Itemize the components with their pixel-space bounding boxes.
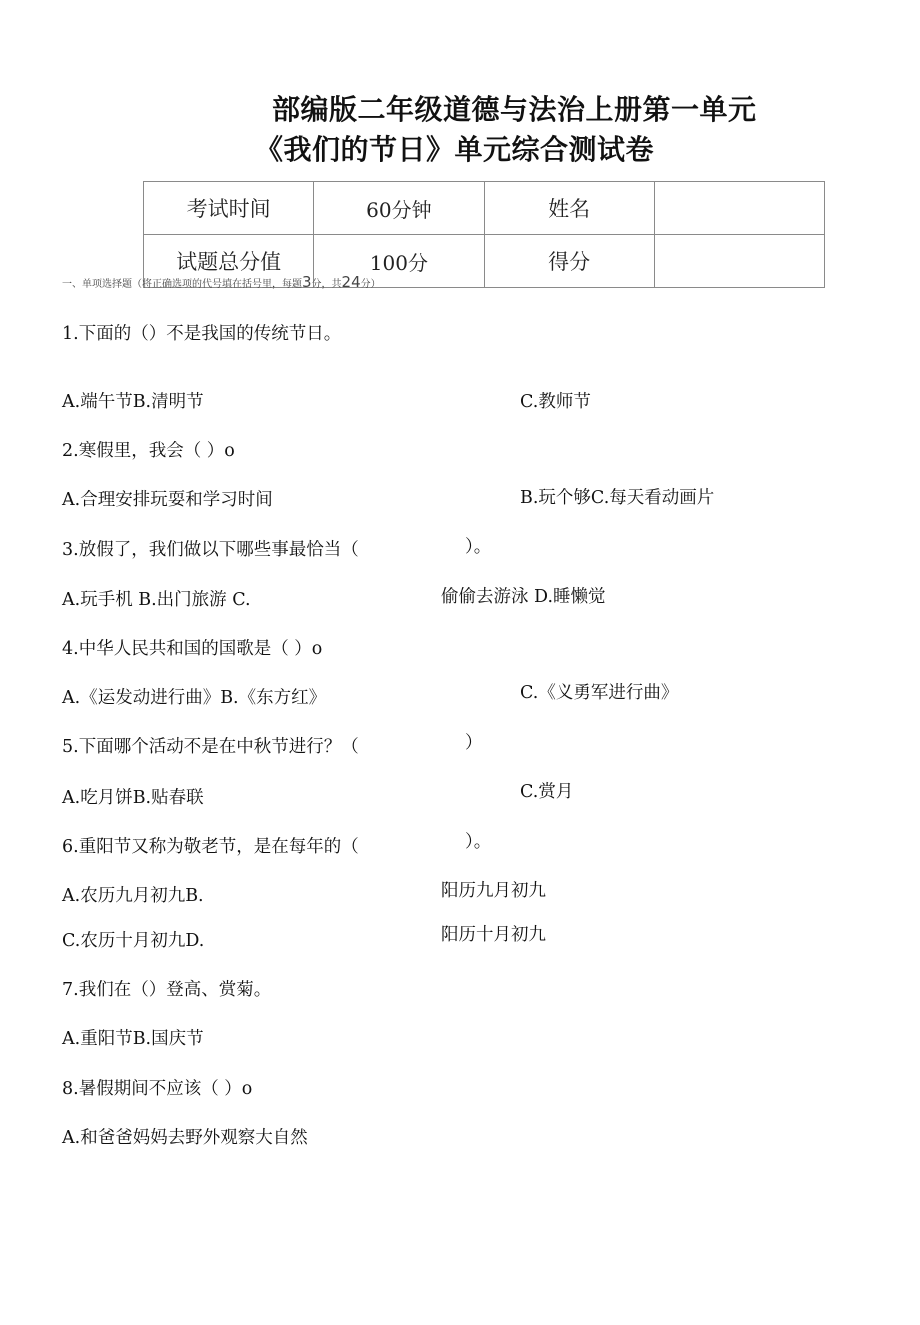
question-7: 7.我们在（）登高、赏菊。 — [62, 980, 272, 1000]
question-1: 1.下面的（）不是我国的传统节日。 — [62, 324, 342, 344]
question-2-options-right: B.玩个够C.每天看动画片 — [520, 488, 715, 508]
question-4-options-left: A.《运发动进行曲》B.《东方红》 — [62, 688, 327, 708]
name-field[interactable] — [654, 182, 824, 235]
section-heading-part-c: 分） — [360, 279, 381, 290]
section-heading-part-a: 一、单项选择题（将正确选项的代号填在括号里，每题 — [62, 279, 302, 290]
name-label: 姓名 — [484, 182, 654, 235]
question-5-options-right: C.赏月 — [520, 782, 574, 802]
question-5: 5.下面哪个活动不是在中秋节进行？（ — [62, 737, 359, 757]
question-8: 8.暑假期间不应该（ ）o — [62, 1079, 253, 1099]
question-1-options-right: C.教师节 — [520, 392, 591, 412]
score-field[interactable] — [654, 235, 824, 288]
question-6-option-c: C.农历十月初九D. — [62, 931, 205, 951]
question-8-option-a: A.和爸爸妈妈去野外观察大自然 — [62, 1128, 308, 1148]
exam-title-line1: 部编版二年级道德与法治上册第一单元 — [272, 93, 757, 126]
question-3: 3.放假了，我们做以下哪些事最恰当（ — [62, 540, 359, 560]
question-1-options-left: A.端午节B.清明节 — [62, 392, 204, 412]
question-3-options-right: 偷偷去游泳 D.睡懒觉 — [441, 587, 606, 607]
total-score-label: 试题总分值 — [144, 235, 314, 288]
question-4-options-right: C.《义勇军进行曲》 — [520, 683, 679, 703]
exam-title-line2: 《我们的节日》单元综合测试卷 — [255, 133, 655, 166]
points-total: 24 — [341, 273, 361, 291]
exam-info-table — [143, 181, 825, 288]
question-6-option-a: A.农历九月初九B. — [62, 886, 204, 906]
question-2: 2.寒假里，我会（ ）o — [62, 441, 235, 461]
question-5-tail: ） — [465, 733, 483, 753]
section-heading-part-b: 分，共 — [311, 279, 342, 290]
score-label: 得分 — [484, 235, 654, 288]
question-6: 6.重阳节又称为敬老节，是在每年的（ — [62, 837, 359, 857]
question-3-tail: ）。 — [465, 537, 492, 557]
question-7-options: A.重阳节B.国庆节 — [62, 1029, 204, 1049]
points-each: 3 — [302, 273, 312, 291]
total-score-value: 100分 — [314, 235, 484, 288]
exam-time-value: 60分钟 — [314, 182, 484, 235]
question-6-option-b: 阳历九月初九 — [441, 881, 546, 901]
exam-time-label: 考试时间 — [144, 182, 314, 235]
question-2-options-left: A.合理安排玩耍和学习时间 — [62, 490, 273, 510]
question-6-tail: ）。 — [465, 832, 492, 852]
question-6-option-d: 阳历十月初九 — [441, 925, 546, 945]
section-heading — [62, 273, 381, 291]
question-4: 4.中华人民共和国的国歌是（ ）o — [62, 639, 323, 659]
table-row — [144, 182, 825, 235]
question-5-options-left: A.吃月饼B.贴春联 — [62, 788, 204, 808]
question-3-options-left: A.玩手机 B.出门旅游 C. — [62, 590, 251, 610]
